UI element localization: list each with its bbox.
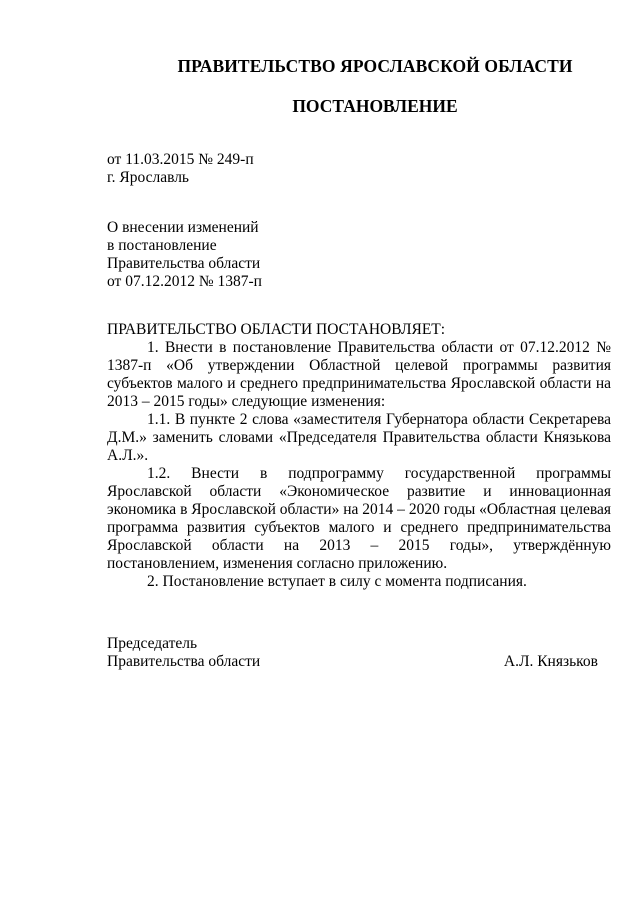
resolution-heading: ПРАВИТЕЛЬСТВО ОБЛАСТИ ПОСТАНОВЛЯЕТ: — [107, 321, 446, 338]
signatory-position-line: Председатель — [107, 635, 198, 652]
body-paragraph: 1.2. Внести в подпрограмму государственной программы Ярославской области «Экономическое развитие и инновационная экономика в Ярославской области» на 2014 – 2020 годы «Областная целевая программа развития субъектов малого и среднего предпринимательства Ярославской области на 2013 – 2015 годы», утверждённую постановлением, изменения согласно приложению. — [107, 465, 611, 572]
body-paragraph: 2. Постановление вступает в силу с момента подписания. — [147, 573, 527, 590]
signatory-position — [107, 635, 260, 671]
date-number-block — [107, 151, 254, 187]
resolution-body — [107, 339, 611, 591]
city: г. Ярославль — [107, 169, 189, 186]
body-paragraph: 1. Внести в постановление Правительства области от 07.12.2012 № 1387-п «Об утверждении Областной целевой программы развития субъектов малого и среднего предпринимательства Ярославской области на 2013 – 2015 годы» следующие изменения: — [107, 339, 611, 410]
subject-line: О внесении изменений — [107, 219, 259, 236]
document-type-title: ПОСТАНОВЛЕНИЕ — [292, 96, 458, 116]
subject-block — [107, 219, 262, 291]
government-title: ПРАВИТЕЛЬСТВО ЯРОСЛАВСКОЙ ОБЛАСТИ — [177, 56, 573, 76]
date-number: от 11.03.2015 № 249-п — [107, 151, 254, 168]
subject-line: в постановление — [107, 237, 217, 254]
subject-line: от 07.12.2012 № 1387-п — [107, 273, 262, 290]
body-paragraph: 1.1. В пункте 2 слова «заместителя Губернатора области Секретарева Д.М.» заменить словами «Председателя Правительства области Князькова А.Л.». — [107, 411, 611, 464]
signatory-name: А.Л. Князьков — [503, 653, 598, 670]
subject-line: Правительства области — [107, 255, 261, 272]
signatory-position-line: Правительства области — [107, 653, 261, 670]
